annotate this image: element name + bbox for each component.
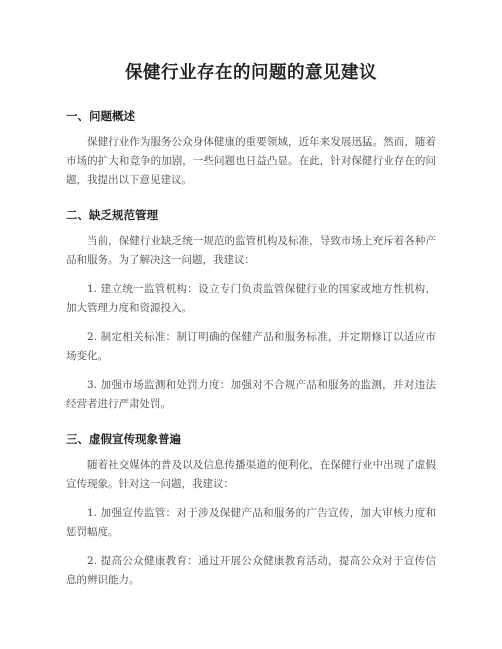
list-item: 1. 加强宣传监管：对于涉及保健产品和服务的广告宣传，加大审核力度和惩罚幅度。 — [66, 507, 436, 538]
paragraph: 保健行业作为服务公众身体健康的重要领域，近年来发展迅猛。然而，随着市场的扩大和竞争的加剧，一些问题也日益凸显。在此，针对保健行业存在的问题，我提出以下意见建议。 — [66, 136, 436, 186]
list-item: 2. 提高公众健康教育：通过开展公众健康教育活动，提高公众对于宣传信息的辨识能力。 — [66, 555, 436, 586]
paragraph: 随着社交媒体的普及以及信息传播渠道的便利化，在保健行业中出现了虚假宣传现象。针对这一问题，我建议： — [66, 459, 436, 490]
section-problem-overview — [66, 108, 436, 190]
paragraph: 当前，保健行业缺乏统一规范的监管机构及标准，导致市场上充斥着各种产品和服务。为了解决这一问题，我建议： — [66, 235, 436, 266]
section-heading: 一、问题概述 — [66, 109, 135, 123]
section-false-advertising — [66, 431, 436, 590]
section-heading: 三、虚假宣传现象普遍 — [66, 432, 181, 446]
section-lack-of-regulation — [66, 207, 436, 414]
list-item: 3. 加强市场监测和处罚力度：加强对不合规产品和服务的监测，并对违法经营者进行严肃处罚。 — [66, 379, 436, 410]
section-heading: 二、缺乏规范管理 — [66, 208, 158, 222]
list-item: 2. 制定相关标准：制订明确的保健产品和服务标准，并定期修订以适应市场变化。 — [66, 331, 436, 362]
list-item: 1. 建立统一监管机构：设立专门负责监管保健行业的国家或地方性机构，加大管理力度和资源投入。 — [66, 283, 436, 314]
document-title: 保健行业存在的问题的意见建议 — [125, 63, 377, 83]
